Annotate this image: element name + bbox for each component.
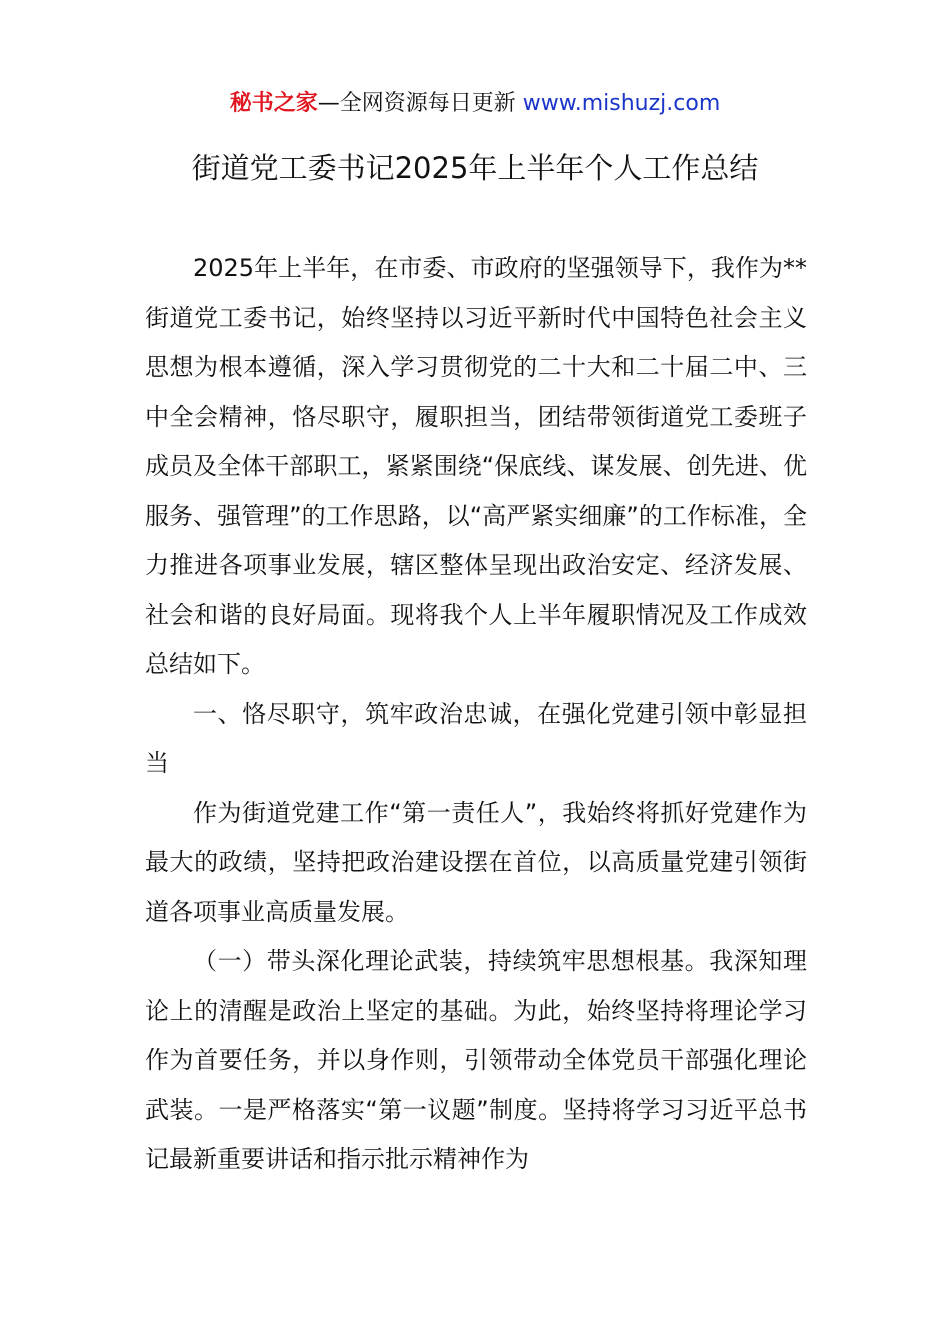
- paragraph-section-1: 作为街道党建工作“第一责任人”，我始终将抓好党建作为最大的政绩，坚持把政治建设摆在首位，以高质量党建引领街道各项事业高质量发展。: [145, 798, 807, 926]
- site-url-link[interactable]: www.mishuzj.com: [522, 91, 721, 116]
- section-heading-1: 一、恪尽职守，筑牢政治忠诚，在强化党建引领中彰显担当: [145, 699, 807, 777]
- brand-name: 秘书之家: [229, 91, 318, 116]
- document-body: [145, 244, 807, 1185]
- site-header: [0, 86, 950, 122]
- site-tagline: —全网资源每日更新: [317, 91, 523, 116]
- paragraph-intro: 2025年上半年，在市委、市政府的坚强领导下，我作为**街道党工委书记，始终坚持以习近平新时代中国特色社会主义思想为根本遵循，深入学习贯彻党的二十大和二十届二中、三中全会精神，恪尽职守，履职担当，团结带领街道党工委班子成员及全体干部职工，紧紧围绕“保底线、谋发展、创先进、优服务、强管理”的工作思路，以“高严紧实细廉”的工作标准，全力推进各项事业发展，辖区整体呈现出政治安定、经济发展、社会和谐的良好局面。现将我个人上半年履职情况及工作成效总结如下。: [145, 254, 807, 678]
- document-title: 街道党工委书记2025年上半年个人工作总结: [191, 151, 759, 185]
- paragraph-subsection-1: （一）带头深化理论武装，持续筑牢思想根基。我深知理论上的清醒是政治上坚定的基础。为此，始终坚持将理论学习作为首要任务，并以身作则，引领带动全体党员干部强化理论武装。一是严格落实“第一议题”制度。坚持将学习习近平总书记最新重要讲话和指示批示精神作为: [145, 947, 807, 1173]
